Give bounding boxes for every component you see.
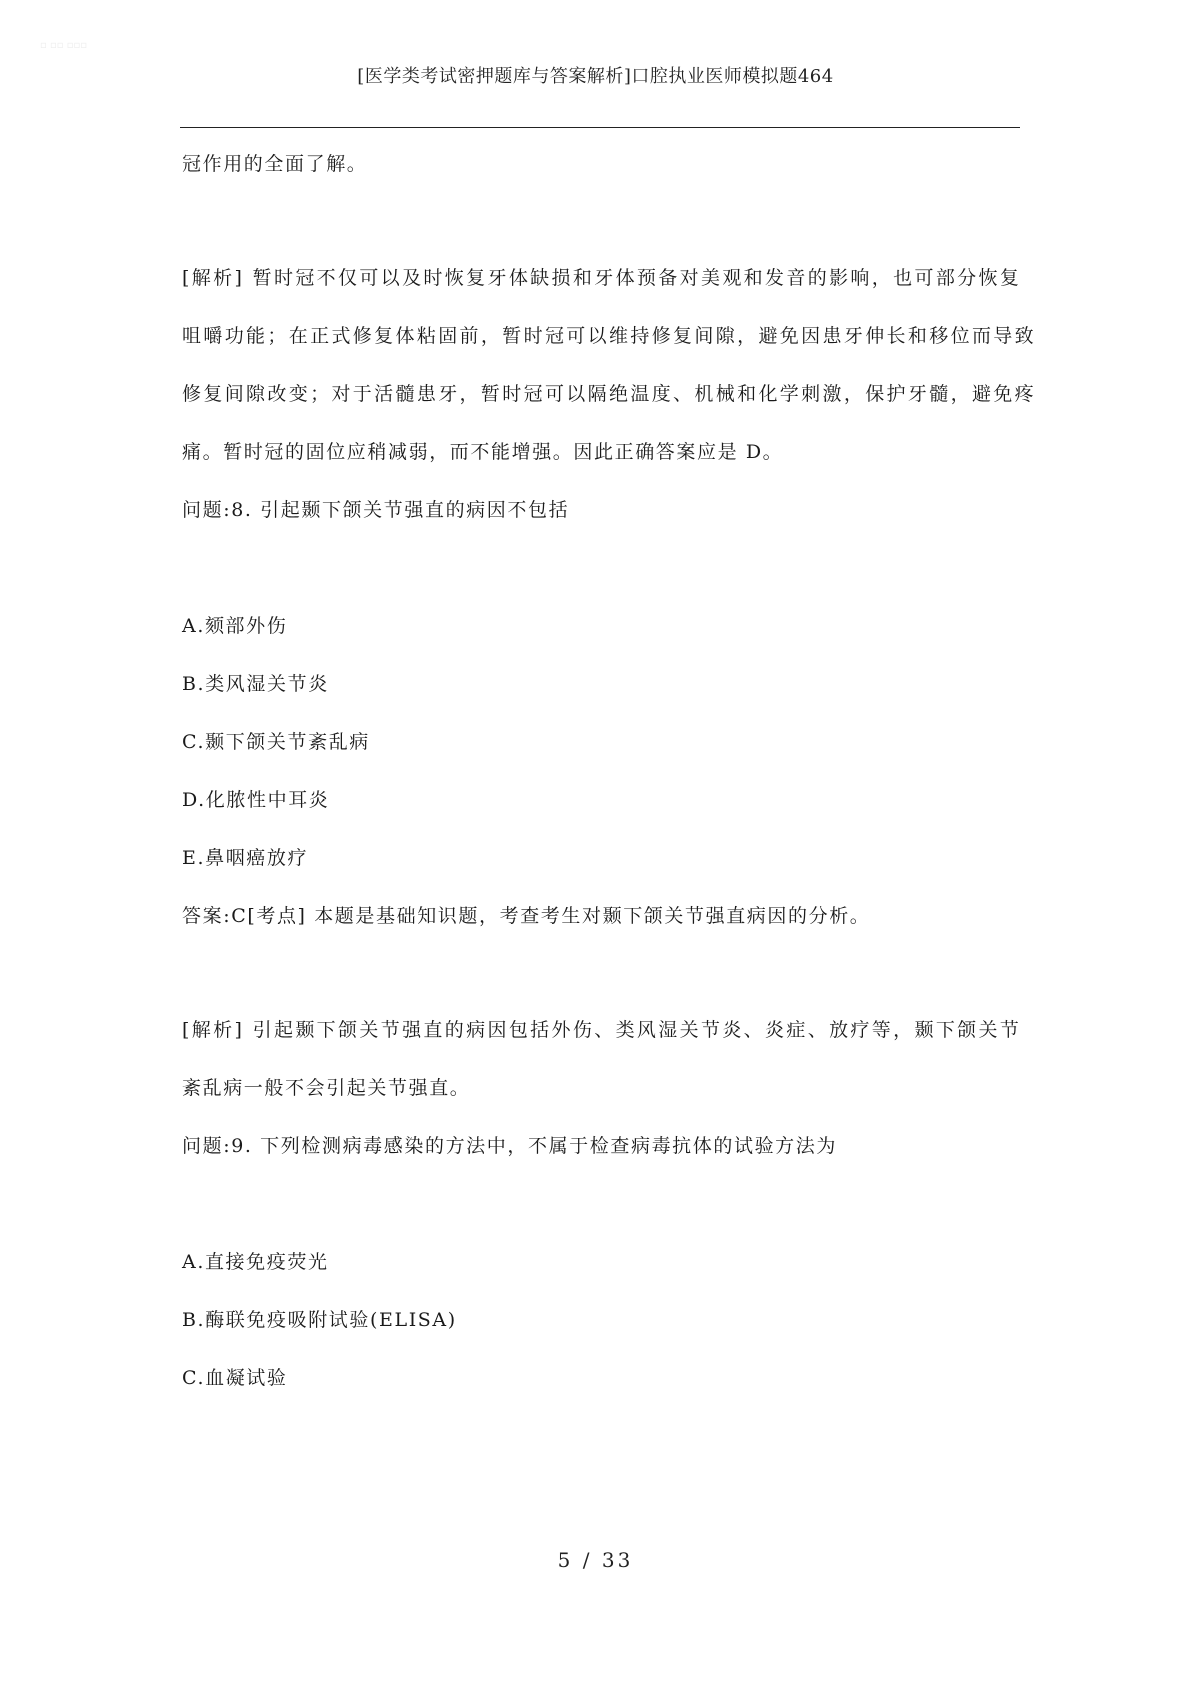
q7-analysis-line: 修复间隙改变；对于活髓患牙，暂时冠可以隔绝温度、机械和化学刺激，保护牙髓，避免疼: [182, 383, 1037, 405]
q8-option: C.颞下颌关节紊乱病: [182, 731, 370, 753]
scan-mark: ▫ ▫▫ ▫▫▫: [40, 40, 88, 51]
q8-analysis-line: [解析] 引起颞下颌关节强直的病因包括外伤、类风湿关节炎、炎症、放疗等，颞下颌关节: [182, 1019, 1022, 1041]
q7-analysis-line: 咀嚼功能；在正式修复体粘固前，暂时冠可以维持修复间隙，避免因患牙伸长和移位而导致: [182, 325, 1037, 347]
q8-option: D.化脓性中耳炎: [182, 789, 330, 811]
header-title: [医学类考试密押题库与答案解析]口腔执业医师模拟题464: [357, 66, 834, 87]
q8-analysis-line: 紊乱病一般不会引起关节强直。: [182, 1077, 471, 1099]
q9-option: A.直接免疫荧光: [182, 1251, 329, 1273]
header-divider: [180, 127, 1020, 128]
q9-option: C.血凝试验: [182, 1367, 288, 1389]
q8-question: 问题:8. 引起颞下颌关节强直的病因不包括: [182, 499, 570, 521]
q7-analysis-line: [解析] 暂时冠不仅可以及时恢复牙体缺损和牙体预备对美观和发音的影响，也可部分恢复: [182, 267, 1022, 289]
page-number: 5 / 33: [557, 1548, 634, 1572]
q9-option: B.酶联免疫吸附试验(ELISA): [182, 1309, 457, 1331]
q8-answer: 答案:C[考点] 本题是基础知识题，考查考生对颞下颌关节强直病因的分析。: [182, 905, 871, 927]
q7-analysis-line: 痛。暂时冠的固位应稍减弱，而不能增强。因此正确答案应是 D。: [182, 441, 784, 463]
q8-option: A.颏部外伤: [182, 615, 288, 637]
continuation-text: 冠作用的全面了解。: [182, 153, 368, 175]
q8-option: B.类风湿关节炎: [182, 673, 329, 695]
q8-option: E.鼻咽癌放疗: [182, 847, 309, 869]
q9-question: 问题:9. 下列检测病毒感染的方法中，不属于检查病毒抗体的试验方法为: [182, 1135, 837, 1157]
